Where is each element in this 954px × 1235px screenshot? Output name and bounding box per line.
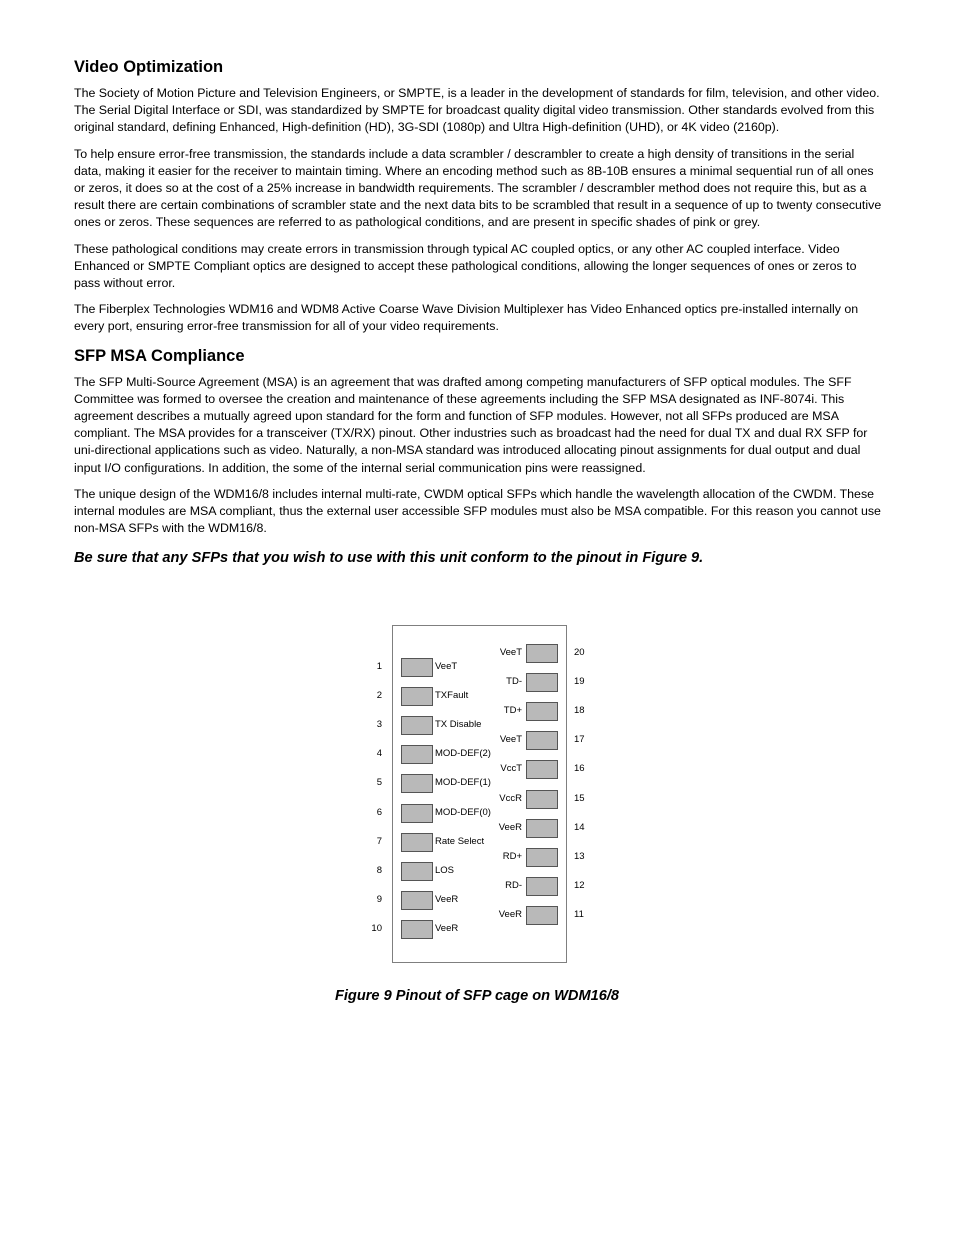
left-pin-label: MOD-DEF(0) xyxy=(435,806,491,818)
right-pin-label: VeeR xyxy=(498,821,522,833)
left-pin-number: 4 xyxy=(376,748,382,760)
left-pin-number: 7 xyxy=(376,835,382,847)
left-pin-contact xyxy=(401,687,433,706)
right-pin-contact xyxy=(526,731,558,750)
left-pin-label: VeeR xyxy=(435,922,459,934)
left-pin-label: MOD-DEF(1) xyxy=(435,777,491,789)
right-pin-label: RD+ xyxy=(502,850,522,862)
left-pin-contact xyxy=(401,804,433,823)
left-pin-label: VeeT xyxy=(435,661,458,672)
right-pin-contact xyxy=(526,848,558,867)
section-heading-sfp-msa-compliance: SFP MSA Compliance xyxy=(74,346,245,365)
right-pin-contact xyxy=(526,760,558,779)
left-pin-contact xyxy=(401,745,433,764)
left-pin-number: 6 xyxy=(376,806,382,818)
left-pin-number: 2 xyxy=(376,690,382,702)
paragraph: The Fiberplex Technologies WDM16 and WDM8 Active Coarse Wave Division Multiplexer has Video Enhanced optics pre-installed internally on every port, ensuring error-free transmission for all of your video requirements. xyxy=(74,302,859,334)
left-pin-label: LOS xyxy=(435,864,455,876)
right-pin-label: VeeT xyxy=(499,734,522,746)
right-pin-number: 12 xyxy=(574,879,585,891)
right-pin-contact xyxy=(526,790,558,809)
right-pin-label: VccT xyxy=(500,763,522,775)
callout-note: Be sure that any SFPs that you wish to use with this unit conform to the pinout in Figure 9. xyxy=(74,550,704,567)
left-pin-label: TXFault xyxy=(435,690,469,702)
right-pin-contact xyxy=(526,819,558,838)
right-pin-contact xyxy=(526,673,558,692)
right-pin-label: VccR xyxy=(499,792,522,804)
left-pin-contact xyxy=(401,833,433,852)
paragraph: The unique design of the WDM16/8 includes internal multi-rate, CWDM optical SFPs which handle the wavelength allocation of the CWDM. These internal modules are MSA compliant, thus the external user accessible SFP modules must also be MSA compatible. For this reason you cannot use non-MSA SFPs with the WDM16/8. xyxy=(74,486,881,536)
right-pin-number: 17 xyxy=(574,734,585,746)
left-pin-number: 3 xyxy=(376,719,382,731)
right-pin-number: 20 xyxy=(574,647,585,658)
left-pin-label: Rate Select xyxy=(435,835,485,847)
left-pin-number: 9 xyxy=(376,893,382,905)
right-pin-label: TD+ xyxy=(503,705,522,717)
right-pin-number: 15 xyxy=(574,792,585,804)
left-pin-contact xyxy=(401,862,433,881)
right-pin-number: 13 xyxy=(574,850,585,862)
right-pin-number: 18 xyxy=(574,705,585,717)
right-pin-number: 19 xyxy=(574,676,585,688)
left-pin-label: VeeR xyxy=(435,893,459,905)
sfp-cage-outline xyxy=(392,625,567,963)
right-pin-label: RD- xyxy=(505,879,522,891)
document-body xyxy=(74,56,882,567)
right-pin-label: VeeT xyxy=(499,647,522,658)
left-pin-number: 8 xyxy=(376,864,382,876)
left-pin-label: MOD-DEF(2) xyxy=(435,748,491,760)
right-pin-contact xyxy=(526,702,558,721)
right-pin-number: 14 xyxy=(574,821,585,833)
paragraph: These pathological conditions may create errors in transmission through typical AC coupled optics, or any other AC coupled interface. Video Enhanced or SMPTE Compliant optics are designed to accept these pathological conditions, allowing the longer sequences of ones or zeros to pass without error. xyxy=(74,241,857,291)
left-pin-number: 10 xyxy=(371,922,382,934)
left-pin-contact xyxy=(401,716,433,735)
right-pin-number: 11 xyxy=(574,908,584,920)
left-pin-number: 5 xyxy=(376,777,382,789)
section-heading-video-optimization: Video Optimization xyxy=(74,58,224,76)
left-pin-number: 1 xyxy=(376,661,382,672)
left-pin-contact xyxy=(401,920,433,939)
right-pin-contact xyxy=(526,644,558,663)
paragraph: The SFP Multi-Source Agreement (MSA) is an agreement that was drafted among competing manufacturers of SFP optical modules. The SFF Committee was formed to oversee the creation and maintenance of these agreements including the SFP MSA designated as INF-8074i. This agreement describes a mutually agreed upon standard for the form and function of SFP modules. However, not all SFPs produced are MSA compliant. The MSA provides for a transceiver (TX/RX) pinout. Other industries such as broadcast had the need for dual TX and dual RX SFP for uni-directional applications such as video. Naturally, a non-MSA standard was introduced allocating pinout assignments for dual output and dual input I/O configurations. In addition, the some of the internal serial communication pins were reassigned. xyxy=(74,374,868,475)
figure-caption: Figure 9 Pinout of SFP cage on WDM16/8 xyxy=(334,988,620,1004)
right-pin-label: TD- xyxy=(506,676,522,688)
left-pin-contact xyxy=(401,891,433,910)
paragraph: To help ensure error-free transmission, the standards include a data scrambler / descrambler to create a high density of transitions in the serial data, making it easier for the receiver to maintain timing. Where an encoding method such as 8B-10B ensures a minimal sequential run of all ones or zeros, it does so at the cost of a 25% increase in bandwidth requirements. The scrambler / descrambler method does not require this, but as a result there are certain combinations of scrambler state and the next data bits to be scrambled that result in a sequence of up to twenty consecutive ones or zeros. These sequences are referred to as pathological conditions, and are present in specific shades of pink or grey. xyxy=(74,146,882,230)
left-pin-contact xyxy=(401,658,433,677)
left-pin-label: TX Disable xyxy=(435,719,482,731)
right-pin-contact xyxy=(526,906,558,925)
right-pin-contact xyxy=(526,877,558,896)
right-pin-number: 16 xyxy=(574,763,585,775)
paragraph: The Society of Motion Picture and Television Engineers, or SMPTE, is a leader in the development of standards for film, television, and other video. The Serial Digital Interface or SDI, was standardized by SMPTE for broadcast quality digital video transmission. Other standards evolved from this original standard, defining Enhanced, High-definition (HD), 3G-SDI (1080p) and Ultra High-definition (UHD), or 4K video (2160p). xyxy=(74,86,880,135)
left-pin-contact xyxy=(401,774,433,793)
right-pin-label: VeeR xyxy=(498,908,522,920)
